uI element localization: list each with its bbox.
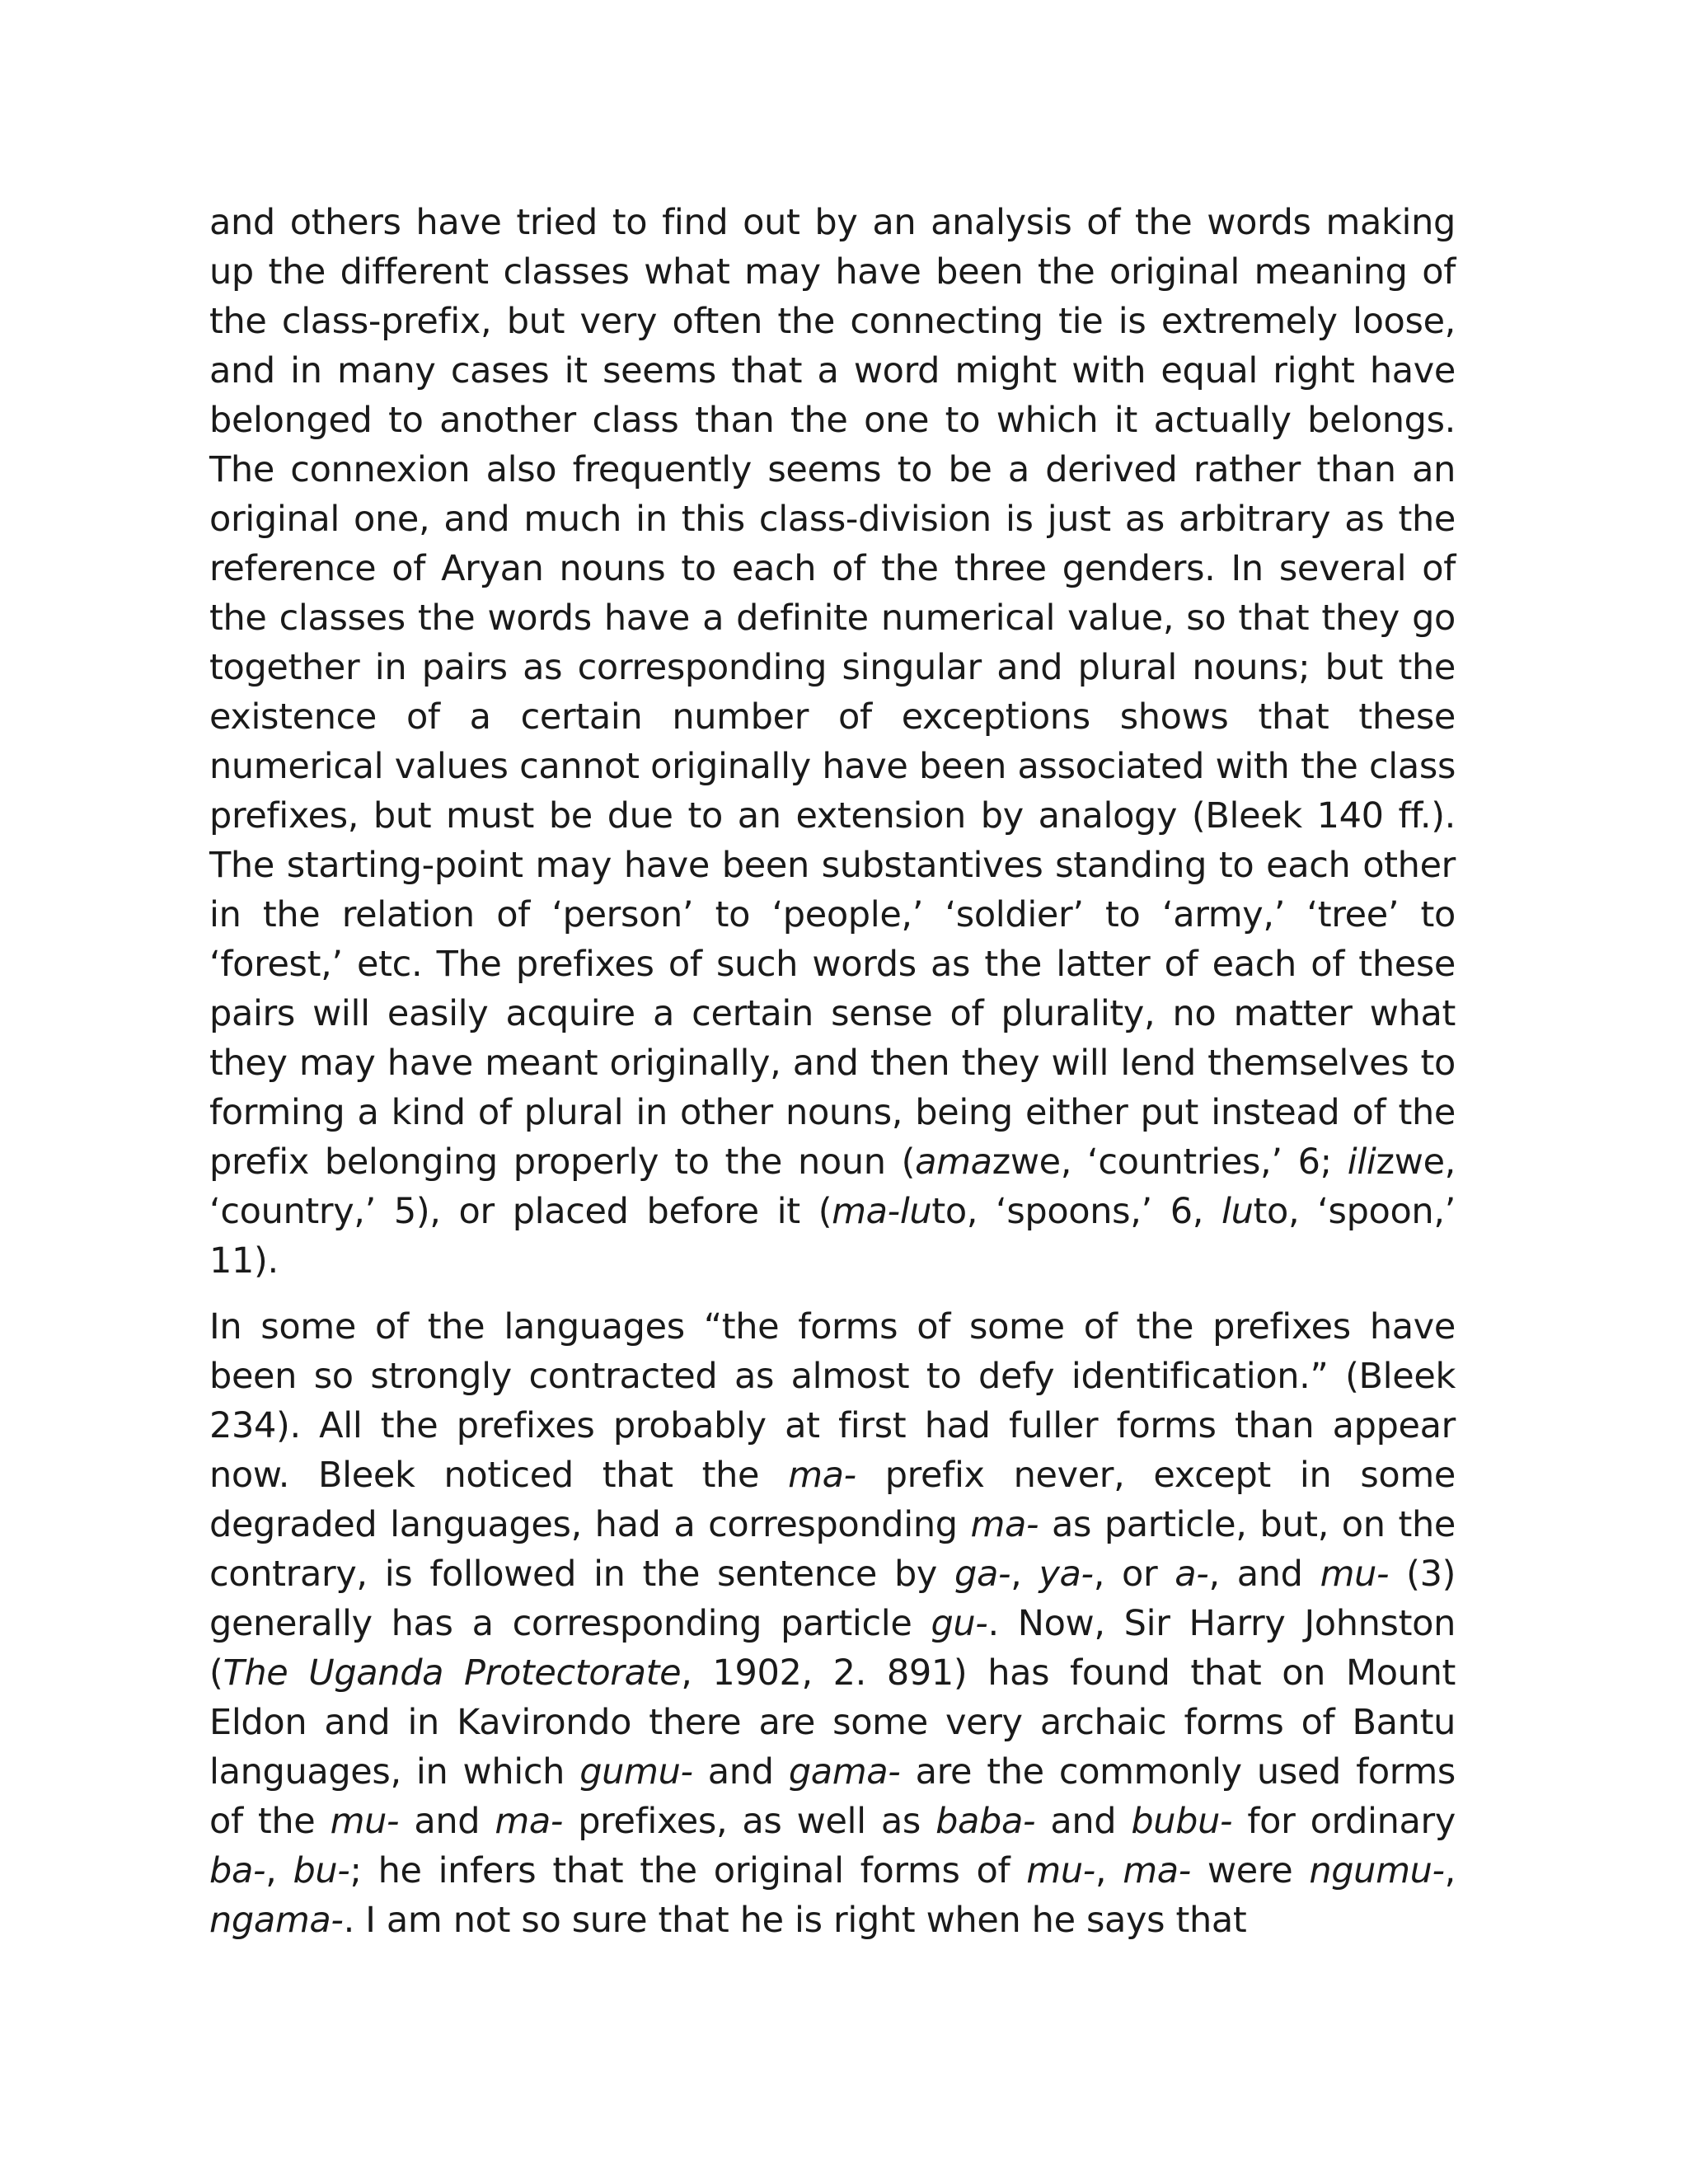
- text-run: (3) generally has a corresponding particle: [209, 1554, 1456, 1644]
- italic-run: gama-: [788, 1751, 901, 1793]
- text-run: were: [1190, 1850, 1310, 1891]
- text-run: , and: [1208, 1554, 1320, 1595]
- italic-run: gumu-: [579, 1751, 693, 1793]
- italic-run: The Uganda Protectorate: [223, 1652, 682, 1694]
- italic-run: ba-: [209, 1850, 266, 1891]
- italic-run: mu-: [1320, 1554, 1390, 1595]
- italic-run: ama: [915, 1141, 992, 1183]
- text-run: ,: [1010, 1554, 1039, 1595]
- text-run: and: [692, 1751, 789, 1793]
- italic-run: ga-: [954, 1554, 1011, 1595]
- text-run: ,: [1444, 1850, 1456, 1891]
- italic-run: a-: [1175, 1554, 1209, 1595]
- text-run: , or: [1093, 1554, 1175, 1595]
- italic-run: bubu-: [1131, 1801, 1233, 1842]
- italic-run: gu-: [931, 1603, 988, 1644]
- text-run: for ordinary: [1232, 1801, 1456, 1842]
- text-run: . Now, Sir Harry Johnston (: [209, 1603, 1456, 1694]
- text-run: to, ‘spoon,’ 11).: [209, 1191, 1456, 1282]
- italic-run: ngama-: [209, 1900, 344, 1941]
- italic-run: ya-: [1039, 1554, 1094, 1595]
- italic-run: lu: [1221, 1191, 1254, 1232]
- italic-run: ma-lu: [832, 1191, 932, 1232]
- text-run: are the commonly used forms of the: [209, 1751, 1456, 1842]
- text-run: and: [399, 1801, 495, 1842]
- text-run: , 1902, 2. 891) has found that on Mount Eldon and in Kavirondo there are some very archaic forms of Bantu languages, in which: [209, 1652, 1456, 1793]
- document-page: [209, 198, 1456, 1945]
- text-run: prefix never, except in some degraded languages, had a corresponding: [209, 1455, 1456, 1545]
- text-run: zwe, ‘country,’ 5), or placed before it (: [209, 1141, 1456, 1232]
- text-run: zwe, ‘countries,’ 6;: [992, 1141, 1348, 1183]
- text-run: ,: [265, 1850, 293, 1891]
- italic-run: ma-: [970, 1504, 1039, 1545]
- text-run: ,: [1095, 1850, 1123, 1891]
- text-run: ; he infers that the original forms of: [349, 1850, 1027, 1891]
- italic-run: ma-: [788, 1455, 856, 1496]
- italic-run: mu-: [330, 1801, 400, 1842]
- italic-run: mu-: [1026, 1850, 1095, 1891]
- text-run: and: [1035, 1801, 1132, 1842]
- text-run: as particle, but, on the contrary, is followed in the sentence by: [209, 1504, 1456, 1595]
- italic-run: baba-: [935, 1801, 1036, 1842]
- paragraph-2: [209, 1302, 1456, 1945]
- italic-run: ma-: [1123, 1850, 1191, 1891]
- italic-run: ngumu-: [1309, 1850, 1445, 1891]
- text-run: In some of the languages “the forms of some of the prefixes have been so strongly contracted as almost to defy identification.” (Bleek 234). All the prefixes probably at first had fuller forms than appear now. Bleek noticed that the: [209, 1306, 1456, 1496]
- text-run: to, ‘spoons,’ 6,: [931, 1191, 1221, 1232]
- text-run: and others have tried to find out by an analysis of the words making up the different classes what may have been the original meaning of the class-prefix, but very often the connecting tie is extremely loose, and in many cases it seems that a word might with equal right have belonged to another class than the one to which it actually belongs. The connexion also frequently seems to be a derived rather than an original one, and much in this class-division is just as arbitrary as the reference of Aryan nouns to each of the three genders. In several of the classes the words have a definite numerical value, so that they go together in pairs as corresponding singular and plural nouns; but the existence of a certain number of exceptions shows that these numerical values cannot originally have been associated with the class prefixes, but must be due to an extension by analogy (Bleek 140 ff.). The starting-point may have been substantives standing to each other in the relation of ‘person’ to ‘people,’ ‘soldier’ to ‘army,’ ‘tree’ to ‘forest,’ etc. The prefixes of such words as the latter of each of these pairs will easily acquire a certain sense of plurality, no matter what they may have meant originally, and then they will lend themselves to forming a kind of plural in other nouns, being either put instead of the prefix belonging properly to the noun (: [209, 202, 1456, 1183]
- paragraph-1: [209, 198, 1456, 1286]
- italic-run: ili: [1347, 1141, 1376, 1183]
- text-run: . I am not so sure that he is right when he says that: [343, 1900, 1247, 1941]
- text-run: prefixes, as well as: [563, 1801, 936, 1842]
- italic-run: bu-: [293, 1850, 350, 1891]
- italic-run: ma-: [495, 1801, 564, 1842]
